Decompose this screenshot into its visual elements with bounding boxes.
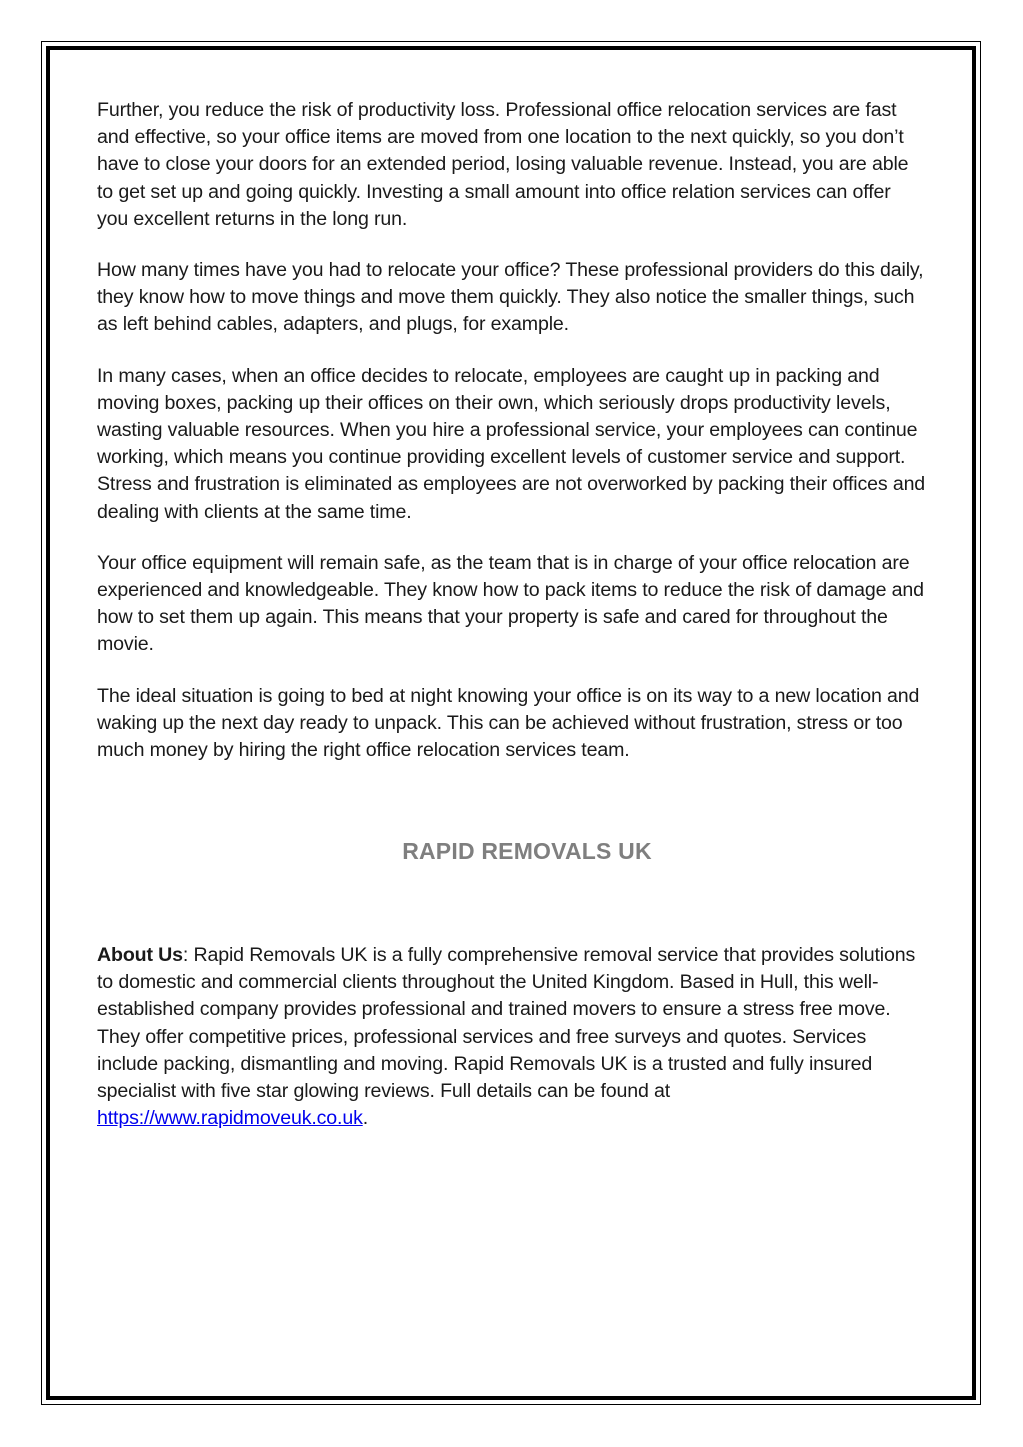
paragraph-equipment-safety: Your office equipment will remain safe, as the team that is in charge of your office relocation are experienced and knowledgeable. They know how to pack items to reduce the risk of damage and how to set them up again. This means that your property is safe and cared for throughout the movie.	[97, 551, 924, 656]
about-us-trailing: .	[362, 1107, 369, 1130]
about-us-label: About Us	[97, 944, 183, 966]
brand-heading: RAPID REMOVALS UK	[402, 838, 652, 864]
paragraph-experience: How many times have you had to relocate your office? These professional providers do this daily, they know how to move things and move them quickly. They also notice the smaller things, such as left behind cables, adapters, and plugs, for example.	[97, 259, 924, 336]
about-us-text: : Rapid Removals UK is a fully comprehensive removal service that provides solutions to domestic and commercial clients throughout the United Kingdom. Based in Hull, this well-established company provides professional and trained movers to ensure a stress free move. They offer competitive prices, professional services and free surveys and quotes. Services include packing, dismantling and moving. Rapid Removals UK is a trusted and fully insured specialist with five star glowing reviews. Full details can be found at	[97, 944, 916, 1103]
paragraph-productivity: Further, you reduce the risk of productivity loss. Professional office relocation services are fast and effective, so your office items are moved from one location to the next quickly, so you don’t have to close your doors for an extended period, losing valuable revenue. Instead, you are able to get set up and going quickly. Investing a small amount into office relation services can offer you excellent returns in the long run.	[97, 99, 909, 230]
about-us-section	[97, 942, 927, 1132]
paragraph-ideal-situation: The ideal situation is going to bed at night knowing your office is on its way to a new location and waking up the next day ready to unpack. This can be achieved without frustration, stress or too much money by hiring the right office relocation services team.	[97, 684, 920, 762]
document-body	[97, 97, 927, 788]
website-link[interactable]: https://www.rapidmoveuk.co.uk	[97, 1107, 363, 1130]
paragraph-employees: In many cases, when an office decides to relocate, employees are caught up in packing and moving boxes, packing up their offices on their own, which seriously drops productivity levels, wasting valuable resources. When you hire a professional service, your employees can continue working, which means you continue providing excellent levels of customer service and support. Stress and frustration is eliminated as employees are not overworked by packing their offices and dealing with clients at the same time.	[97, 364, 926, 523]
